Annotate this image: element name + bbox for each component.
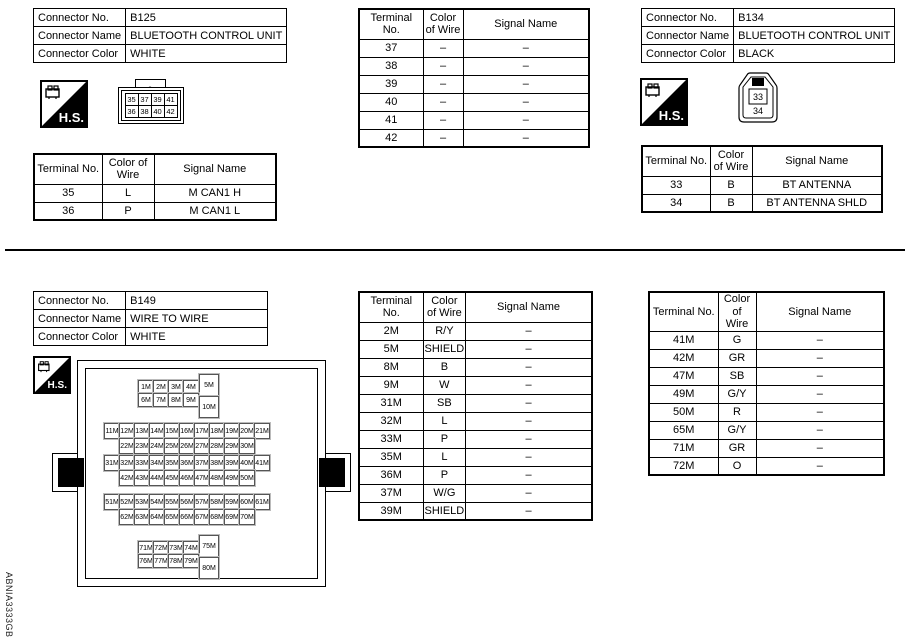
table-cell: 8M xyxy=(359,358,423,376)
pin-79m: 79M xyxy=(183,554,199,568)
table-cell: 35 xyxy=(125,94,138,106)
table-cell: – xyxy=(423,57,463,75)
pin-row-42m-50m xyxy=(119,470,255,486)
table-row xyxy=(649,331,884,349)
pin-31m: 31M xyxy=(104,455,120,471)
connector-no-value: B134 xyxy=(734,9,895,27)
b125-info-table xyxy=(33,8,287,63)
table-row xyxy=(34,202,276,220)
table-cell: – xyxy=(466,394,592,412)
connector-no-value: B149 xyxy=(126,292,268,310)
pin-row-51m-61m xyxy=(104,494,270,510)
col-terminal-no: Terminal No. xyxy=(359,9,423,39)
pin-67m: 67M xyxy=(194,509,210,525)
pin-33m: 33M xyxy=(134,455,150,471)
table-row xyxy=(359,376,592,394)
col-terminal-no: Terminal No. xyxy=(34,154,102,184)
table-row xyxy=(34,292,268,310)
b134-info-table xyxy=(641,8,895,63)
info-label: Connector Color xyxy=(34,45,126,63)
pin-37m: 37M xyxy=(194,455,210,471)
pin-2m: 2M xyxy=(153,380,169,394)
table-cell: L xyxy=(423,412,466,430)
table-cell: – xyxy=(756,403,884,421)
table-cell: B xyxy=(710,176,752,194)
info-label: Connector Color xyxy=(642,45,734,63)
table-cell: P xyxy=(423,466,466,484)
table-row xyxy=(649,349,884,367)
pin-row-62m-70m xyxy=(119,509,255,525)
pin-77m: 77M xyxy=(153,554,169,568)
info-label: Connector Name xyxy=(34,27,126,45)
table-row xyxy=(359,39,589,57)
table-cell: GR xyxy=(718,349,756,367)
pin-61m: 61M xyxy=(254,494,270,510)
table-cell: 37 xyxy=(138,94,151,106)
pin-43m: 43M xyxy=(134,470,150,486)
pin-72m: 72M xyxy=(153,541,169,555)
table-cell: L xyxy=(102,184,154,202)
col-signal-name: Signal Name xyxy=(463,9,589,39)
table-cell: 33 xyxy=(642,176,710,194)
col-color-of-wire: Color of Wire xyxy=(423,292,466,322)
table-cell: 39 xyxy=(151,94,164,106)
table-cell: 72M xyxy=(649,457,718,475)
table-cell: 35 xyxy=(34,184,102,202)
table-cell: W xyxy=(423,376,466,394)
pin-66m: 66M xyxy=(179,509,195,525)
table-header-row xyxy=(649,292,884,331)
table-cell: – xyxy=(463,57,589,75)
info-label: Connector Color xyxy=(34,328,126,346)
table-cell: GR xyxy=(718,439,756,457)
b149-terminal-table-a xyxy=(358,291,593,521)
b149-terminal-table-b xyxy=(648,291,885,476)
pin-78m: 78M xyxy=(168,554,184,568)
table-cell: 32M xyxy=(359,412,423,430)
table-row xyxy=(125,106,177,118)
table-cell: – xyxy=(466,340,592,358)
table-row xyxy=(359,93,589,111)
table-cell: 41 xyxy=(164,94,177,106)
table-cell: – xyxy=(756,331,884,349)
connector-color-value: WHITE xyxy=(126,328,268,346)
pin-51m: 51M xyxy=(104,494,120,510)
table-row xyxy=(649,457,884,475)
pin-11m: 11M xyxy=(104,423,120,439)
table-row xyxy=(642,27,895,45)
pin-57m: 57M xyxy=(194,494,210,510)
pin-49m: 49M xyxy=(224,470,240,486)
table-header-row xyxy=(34,154,276,184)
table-cell: 47M xyxy=(649,367,718,385)
table-cell: BT ANTENNA SHLD xyxy=(752,194,882,212)
table-cell: 36 xyxy=(125,106,138,118)
table-row xyxy=(359,502,592,520)
pin-80m: 80M xyxy=(199,557,219,579)
hs-badge xyxy=(33,356,71,394)
pin-45m: 45M xyxy=(164,470,180,486)
col-color-of-wire: Color of Wire xyxy=(718,292,756,331)
pin-18m: 18M xyxy=(209,423,225,439)
table-cell: 31M xyxy=(359,394,423,412)
table-cell: – xyxy=(466,466,592,484)
table-cell: 38 xyxy=(359,57,423,75)
b149-connector-drawing xyxy=(77,360,326,587)
pin-4m: 4M xyxy=(183,380,199,394)
pin-68m: 68M xyxy=(209,509,225,525)
pin-21m: 21M xyxy=(254,423,270,439)
pin-22m: 22M xyxy=(119,438,135,454)
pin-60m: 60M xyxy=(239,494,255,510)
hs-badge-label: H.S. xyxy=(47,380,67,391)
pin-16m: 16M xyxy=(179,423,195,439)
table-cell: 65M xyxy=(649,421,718,439)
table-row xyxy=(359,466,592,484)
col-signal-name: Signal Name xyxy=(154,154,276,184)
table-row xyxy=(359,394,592,412)
table-cell: 71M xyxy=(649,439,718,457)
hs-badge-label: H.S. xyxy=(658,108,684,123)
b149-left-lock-tab xyxy=(58,458,84,487)
hs-badge-label: H.S. xyxy=(58,110,84,125)
table-cell: – xyxy=(423,93,463,111)
table-cell: M CAN1 H xyxy=(154,184,276,202)
table-row xyxy=(34,310,268,328)
col-signal-name: Signal Name xyxy=(466,292,592,322)
table-header-row xyxy=(359,292,592,322)
table-cell: – xyxy=(463,39,589,57)
table-cell: 9M xyxy=(359,376,423,394)
pin-14m: 14M xyxy=(149,423,165,439)
table-cell: 5M xyxy=(359,340,423,358)
table-row xyxy=(649,385,884,403)
pin-1m: 1M xyxy=(138,380,154,394)
table-cell: – xyxy=(466,376,592,394)
connector-glyph-icon xyxy=(44,84,64,100)
table-row xyxy=(642,9,895,27)
table-cell: P xyxy=(102,202,154,220)
table-cell: – xyxy=(466,448,592,466)
table-cell: – xyxy=(466,322,592,340)
b125-connector-shell xyxy=(118,87,184,124)
pin-row-1m-4m xyxy=(138,380,199,394)
table-row xyxy=(359,340,592,358)
table-cell: 37 xyxy=(359,39,423,57)
table-cell: 41M xyxy=(649,331,718,349)
pin-8m: 8M xyxy=(168,393,184,407)
table-cell: – xyxy=(756,367,884,385)
table-cell: – xyxy=(463,111,589,129)
table-cell: SHIELD xyxy=(423,340,466,358)
table-row xyxy=(359,358,592,376)
info-label: Connector No. xyxy=(642,9,734,27)
pin-59m: 59M xyxy=(224,494,240,510)
pin-34m: 34M xyxy=(149,455,165,471)
b125-connector-drawing xyxy=(118,79,184,124)
pin-70m: 70M xyxy=(239,509,255,525)
table-cell: 42 xyxy=(359,129,423,147)
pin-25m: 25M xyxy=(164,438,180,454)
pin-19m: 19M xyxy=(224,423,240,439)
pin-27m: 27M xyxy=(194,438,210,454)
table-cell: 34 xyxy=(642,194,710,212)
table-cell: 2M xyxy=(359,322,423,340)
table-cell: P xyxy=(423,430,466,448)
table-cell: – xyxy=(756,421,884,439)
connector-glyph-icon xyxy=(37,360,53,373)
pin-75m: 75M xyxy=(199,535,219,557)
table-cell: 40 xyxy=(151,106,164,118)
table-cell: – xyxy=(756,349,884,367)
table-cell: – xyxy=(463,129,589,147)
col-color-of-wire: Color of Wire xyxy=(102,154,154,184)
table-cell: – xyxy=(466,358,592,376)
table-row xyxy=(642,45,895,63)
col-color-of-wire: Color of Wire xyxy=(710,146,752,176)
connector-glyph-icon xyxy=(644,82,664,98)
table-cell: – xyxy=(423,111,463,129)
table-cell: O xyxy=(718,457,756,475)
pin-row-11m-21m xyxy=(104,423,270,439)
pin-35m: 35M xyxy=(164,455,180,471)
section-divider xyxy=(5,249,905,251)
pin-48m: 48M xyxy=(209,470,225,486)
table-row xyxy=(649,367,884,385)
table-row xyxy=(359,75,589,93)
col-color-of-wire: Color of Wire xyxy=(423,9,463,39)
pin-69m: 69M xyxy=(224,509,240,525)
table-header-row xyxy=(359,9,589,39)
pin-62m: 62M xyxy=(119,509,135,525)
table-cell: – xyxy=(466,430,592,448)
pin-17m: 17M xyxy=(194,423,210,439)
table-row xyxy=(34,27,287,45)
b134-connector-drawing xyxy=(737,72,779,124)
pin-39m: 39M xyxy=(224,455,240,471)
pin-47m: 47M xyxy=(194,470,210,486)
col-terminal-no: Terminal No. xyxy=(649,292,718,331)
table-cell: – xyxy=(756,457,884,475)
table-cell: 37M xyxy=(359,484,423,502)
hs-badge xyxy=(40,80,88,128)
b134-pin-34: 34 xyxy=(752,106,764,116)
table-row xyxy=(359,484,592,502)
table-row xyxy=(359,111,589,129)
table-header-row xyxy=(642,146,882,176)
table-cell: – xyxy=(423,129,463,147)
table-cell: 38 xyxy=(138,106,151,118)
table-cell: G/Y xyxy=(718,385,756,403)
table-cell: G xyxy=(718,331,756,349)
table-cell: L xyxy=(423,448,466,466)
table-cell: 40 xyxy=(359,93,423,111)
table-cell: R xyxy=(718,403,756,421)
pin-9m: 9M xyxy=(183,393,199,407)
pin-50m: 50M xyxy=(239,470,255,486)
pin-24m: 24M xyxy=(149,438,165,454)
table-cell: BT ANTENNA xyxy=(752,176,882,194)
table-cell: – xyxy=(423,75,463,93)
table-row xyxy=(359,129,589,147)
table-cell: – xyxy=(463,75,589,93)
table-cell: – xyxy=(466,502,592,520)
pin-41m: 41M xyxy=(254,455,270,471)
figure-code: ABNIA3333GB xyxy=(4,572,14,638)
pin-73m: 73M xyxy=(168,541,184,555)
b134-pin-33: 33 xyxy=(752,92,764,102)
pin-6m: 6M xyxy=(138,393,154,407)
pin-10m: 10M xyxy=(199,396,219,418)
table-cell: 42M xyxy=(649,349,718,367)
pin-15m: 15M xyxy=(164,423,180,439)
pin-29m: 29M xyxy=(224,438,240,454)
pin-56m: 56M xyxy=(179,494,195,510)
table-row xyxy=(359,448,592,466)
pin-71m: 71M xyxy=(138,541,154,555)
table-cell: – xyxy=(466,484,592,502)
pin-13m: 13M xyxy=(134,423,150,439)
table-cell: 49M xyxy=(649,385,718,403)
pin-row-22m-30m xyxy=(119,438,255,454)
table-cell: 33M xyxy=(359,430,423,448)
table-cell: – xyxy=(756,385,884,403)
b134-lock-tab xyxy=(752,78,764,86)
pin-76m: 76M xyxy=(138,554,154,568)
pin-26m: 26M xyxy=(179,438,195,454)
table-cell: 39M xyxy=(359,502,423,520)
pin-28m: 28M xyxy=(209,438,225,454)
pin-23m: 23M xyxy=(134,438,150,454)
table-row xyxy=(359,57,589,75)
table-cell: SB xyxy=(423,394,466,412)
pin-row-31m-41m xyxy=(104,455,270,471)
pin-3m: 3M xyxy=(168,380,184,394)
col-terminal-no: Terminal No. xyxy=(642,146,710,176)
table-row xyxy=(649,421,884,439)
b125-connector-shell-inner xyxy=(121,90,181,121)
table-row xyxy=(34,328,268,346)
hs-badge xyxy=(640,78,688,126)
pin-54m: 54M xyxy=(149,494,165,510)
table-row xyxy=(359,322,592,340)
pin-row-71m-74m xyxy=(138,541,199,555)
info-label: Connector Name xyxy=(642,27,734,45)
table-cell: SHIELD xyxy=(423,502,466,520)
col-terminal-no: Terminal No. xyxy=(359,292,423,322)
table-cell: 36 xyxy=(34,202,102,220)
b125-extra-terminal-table xyxy=(358,8,590,148)
pin-52m: 52M xyxy=(119,494,135,510)
connector-no-value: B125 xyxy=(126,9,287,27)
pin-46m: 46M xyxy=(179,470,195,486)
table-cell: B xyxy=(710,194,752,212)
table-cell: SB xyxy=(718,367,756,385)
pin-32m: 32M xyxy=(119,455,135,471)
info-label: Connector No. xyxy=(34,292,126,310)
connector-name-value: BLUETOOTH CONTROL UNIT xyxy=(734,27,895,45)
table-cell: 35M xyxy=(359,448,423,466)
table-row xyxy=(649,403,884,421)
table-cell: 42 xyxy=(164,106,177,118)
pin-74m: 74M xyxy=(183,541,199,555)
pin-36m: 36M xyxy=(179,455,195,471)
col-signal-name: Signal Name xyxy=(756,292,884,331)
table-row xyxy=(359,412,592,430)
table-cell: – xyxy=(423,39,463,57)
table-row xyxy=(34,45,287,63)
pin-5m: 5M xyxy=(199,374,219,396)
pin-7m: 7M xyxy=(153,393,169,407)
pin-row-6m-9m xyxy=(138,393,199,407)
table-cell: – xyxy=(466,412,592,430)
pin-58m: 58M xyxy=(209,494,225,510)
table-cell: W/G xyxy=(423,484,466,502)
table-row xyxy=(649,439,884,457)
pin-63m: 63M xyxy=(134,509,150,525)
info-label: Connector No. xyxy=(34,9,126,27)
b125-pin-grid xyxy=(125,93,178,118)
table-row xyxy=(125,94,177,106)
table-cell: 41 xyxy=(359,111,423,129)
pin-55m: 55M xyxy=(164,494,180,510)
table-cell: – xyxy=(463,93,589,111)
pin-65m: 65M xyxy=(164,509,180,525)
connector-name-value: BLUETOOTH CONTROL UNIT xyxy=(126,27,287,45)
table-cell: R/Y xyxy=(423,322,466,340)
table-cell: M CAN1 L xyxy=(154,202,276,220)
pin-42m: 42M xyxy=(119,470,135,486)
b149-right-lock-tab xyxy=(319,458,345,487)
pin-64m: 64M xyxy=(149,509,165,525)
table-row xyxy=(642,194,882,212)
table-cell: B xyxy=(423,358,466,376)
info-label: Connector Name xyxy=(34,310,126,328)
connector-name-value: WIRE TO WIRE xyxy=(126,310,268,328)
table-row xyxy=(34,9,287,27)
table-row xyxy=(359,430,592,448)
col-signal-name: Signal Name xyxy=(752,146,882,176)
b149-info-table xyxy=(33,291,268,346)
pin-44m: 44M xyxy=(149,470,165,486)
pin-row-76m-79m xyxy=(138,554,199,568)
table-row xyxy=(642,176,882,194)
b125-terminal-table xyxy=(33,153,277,221)
pin-53m: 53M xyxy=(134,494,150,510)
table-cell: 39 xyxy=(359,75,423,93)
pin-12m: 12M xyxy=(119,423,135,439)
connector-color-value: BLACK xyxy=(734,45,895,63)
b134-terminal-table xyxy=(641,145,883,213)
table-cell: – xyxy=(756,439,884,457)
pin-30m: 30M xyxy=(239,438,255,454)
table-cell: 36M xyxy=(359,466,423,484)
connector-color-value: WHITE xyxy=(126,45,287,63)
table-cell: 50M xyxy=(649,403,718,421)
pin-38m: 38M xyxy=(209,455,225,471)
table-row xyxy=(34,184,276,202)
pin-40m: 40M xyxy=(239,455,255,471)
table-cell: G/Y xyxy=(718,421,756,439)
pin-20m: 20M xyxy=(239,423,255,439)
